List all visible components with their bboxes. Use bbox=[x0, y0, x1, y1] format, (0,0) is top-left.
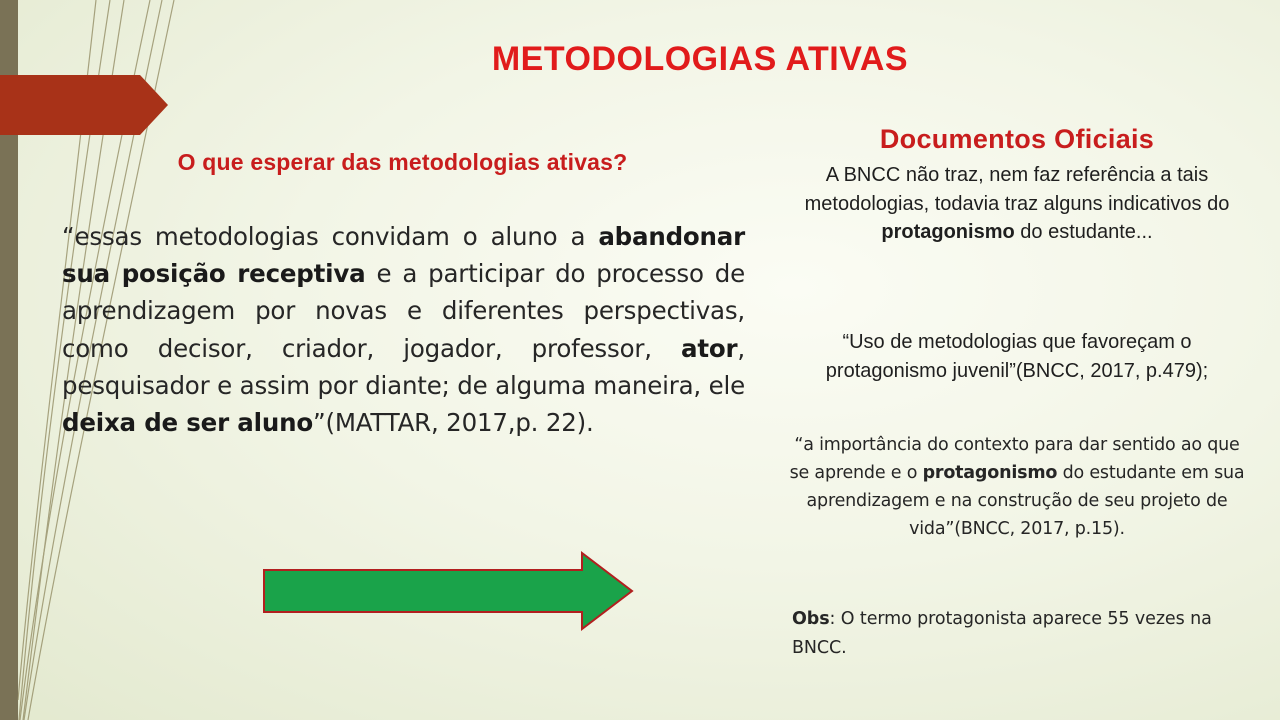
open-quote: “ bbox=[62, 222, 75, 251]
obs-note: Obs: O termo protagonista aparece 55 vezes na BNCC. bbox=[792, 609, 1212, 658]
documents-paragraph: A BNCC não traz, nem faz referência a tais metodologias, todavia traz alguns indicativos do protagonismo do estudante... bbox=[804, 164, 1230, 243]
protagonismo-bold-2: protagonismo bbox=[922, 463, 1058, 483]
quote-bold-3: deixa de ser aluno bbox=[62, 408, 313, 438]
citation-2: “a importância do contexto para dar sentido ao que se aprende e o protagonismo do estudante em sua aprendizagem e na construção de seu projeto de vida”(BNCC, 2017, p.15). bbox=[789, 435, 1245, 539]
obs-label: Obs bbox=[792, 609, 830, 629]
quote-bold-2: ator bbox=[681, 333, 738, 363]
red-tab-shape bbox=[0, 75, 170, 135]
citation-1: “Uso de metodologias que favoreçam o protagonismo juvenil”(BNCC, 2017, p.479); bbox=[825, 331, 1209, 382]
right-arrow-icon bbox=[262, 551, 636, 631]
close-quote: ” bbox=[312, 408, 326, 438]
protagonismo-bold: protagonismo bbox=[881, 221, 1015, 243]
slide-title: METODOLOGIAS ATIVAS bbox=[491, 40, 909, 78]
documents-title: Documentos Oficiais bbox=[879, 124, 1155, 154]
quote-bold-1: abandonar sua posição receptiva bbox=[62, 222, 745, 289]
main-quote: “essas metodologias convidam o aluno a abandonar sua posição receptiva e a participar do processo de aprendizagem por novas e diferentes perspectivas, como decisor, criador, jogador, professor, ator, pesquisador e assim por diante; de alguma maneira, ele deixa de ser aluno”(MATTAR, 2017,p. 22). bbox=[62, 222, 745, 438]
left-heading: O que esperar das metodologias ativas? bbox=[177, 149, 628, 175]
